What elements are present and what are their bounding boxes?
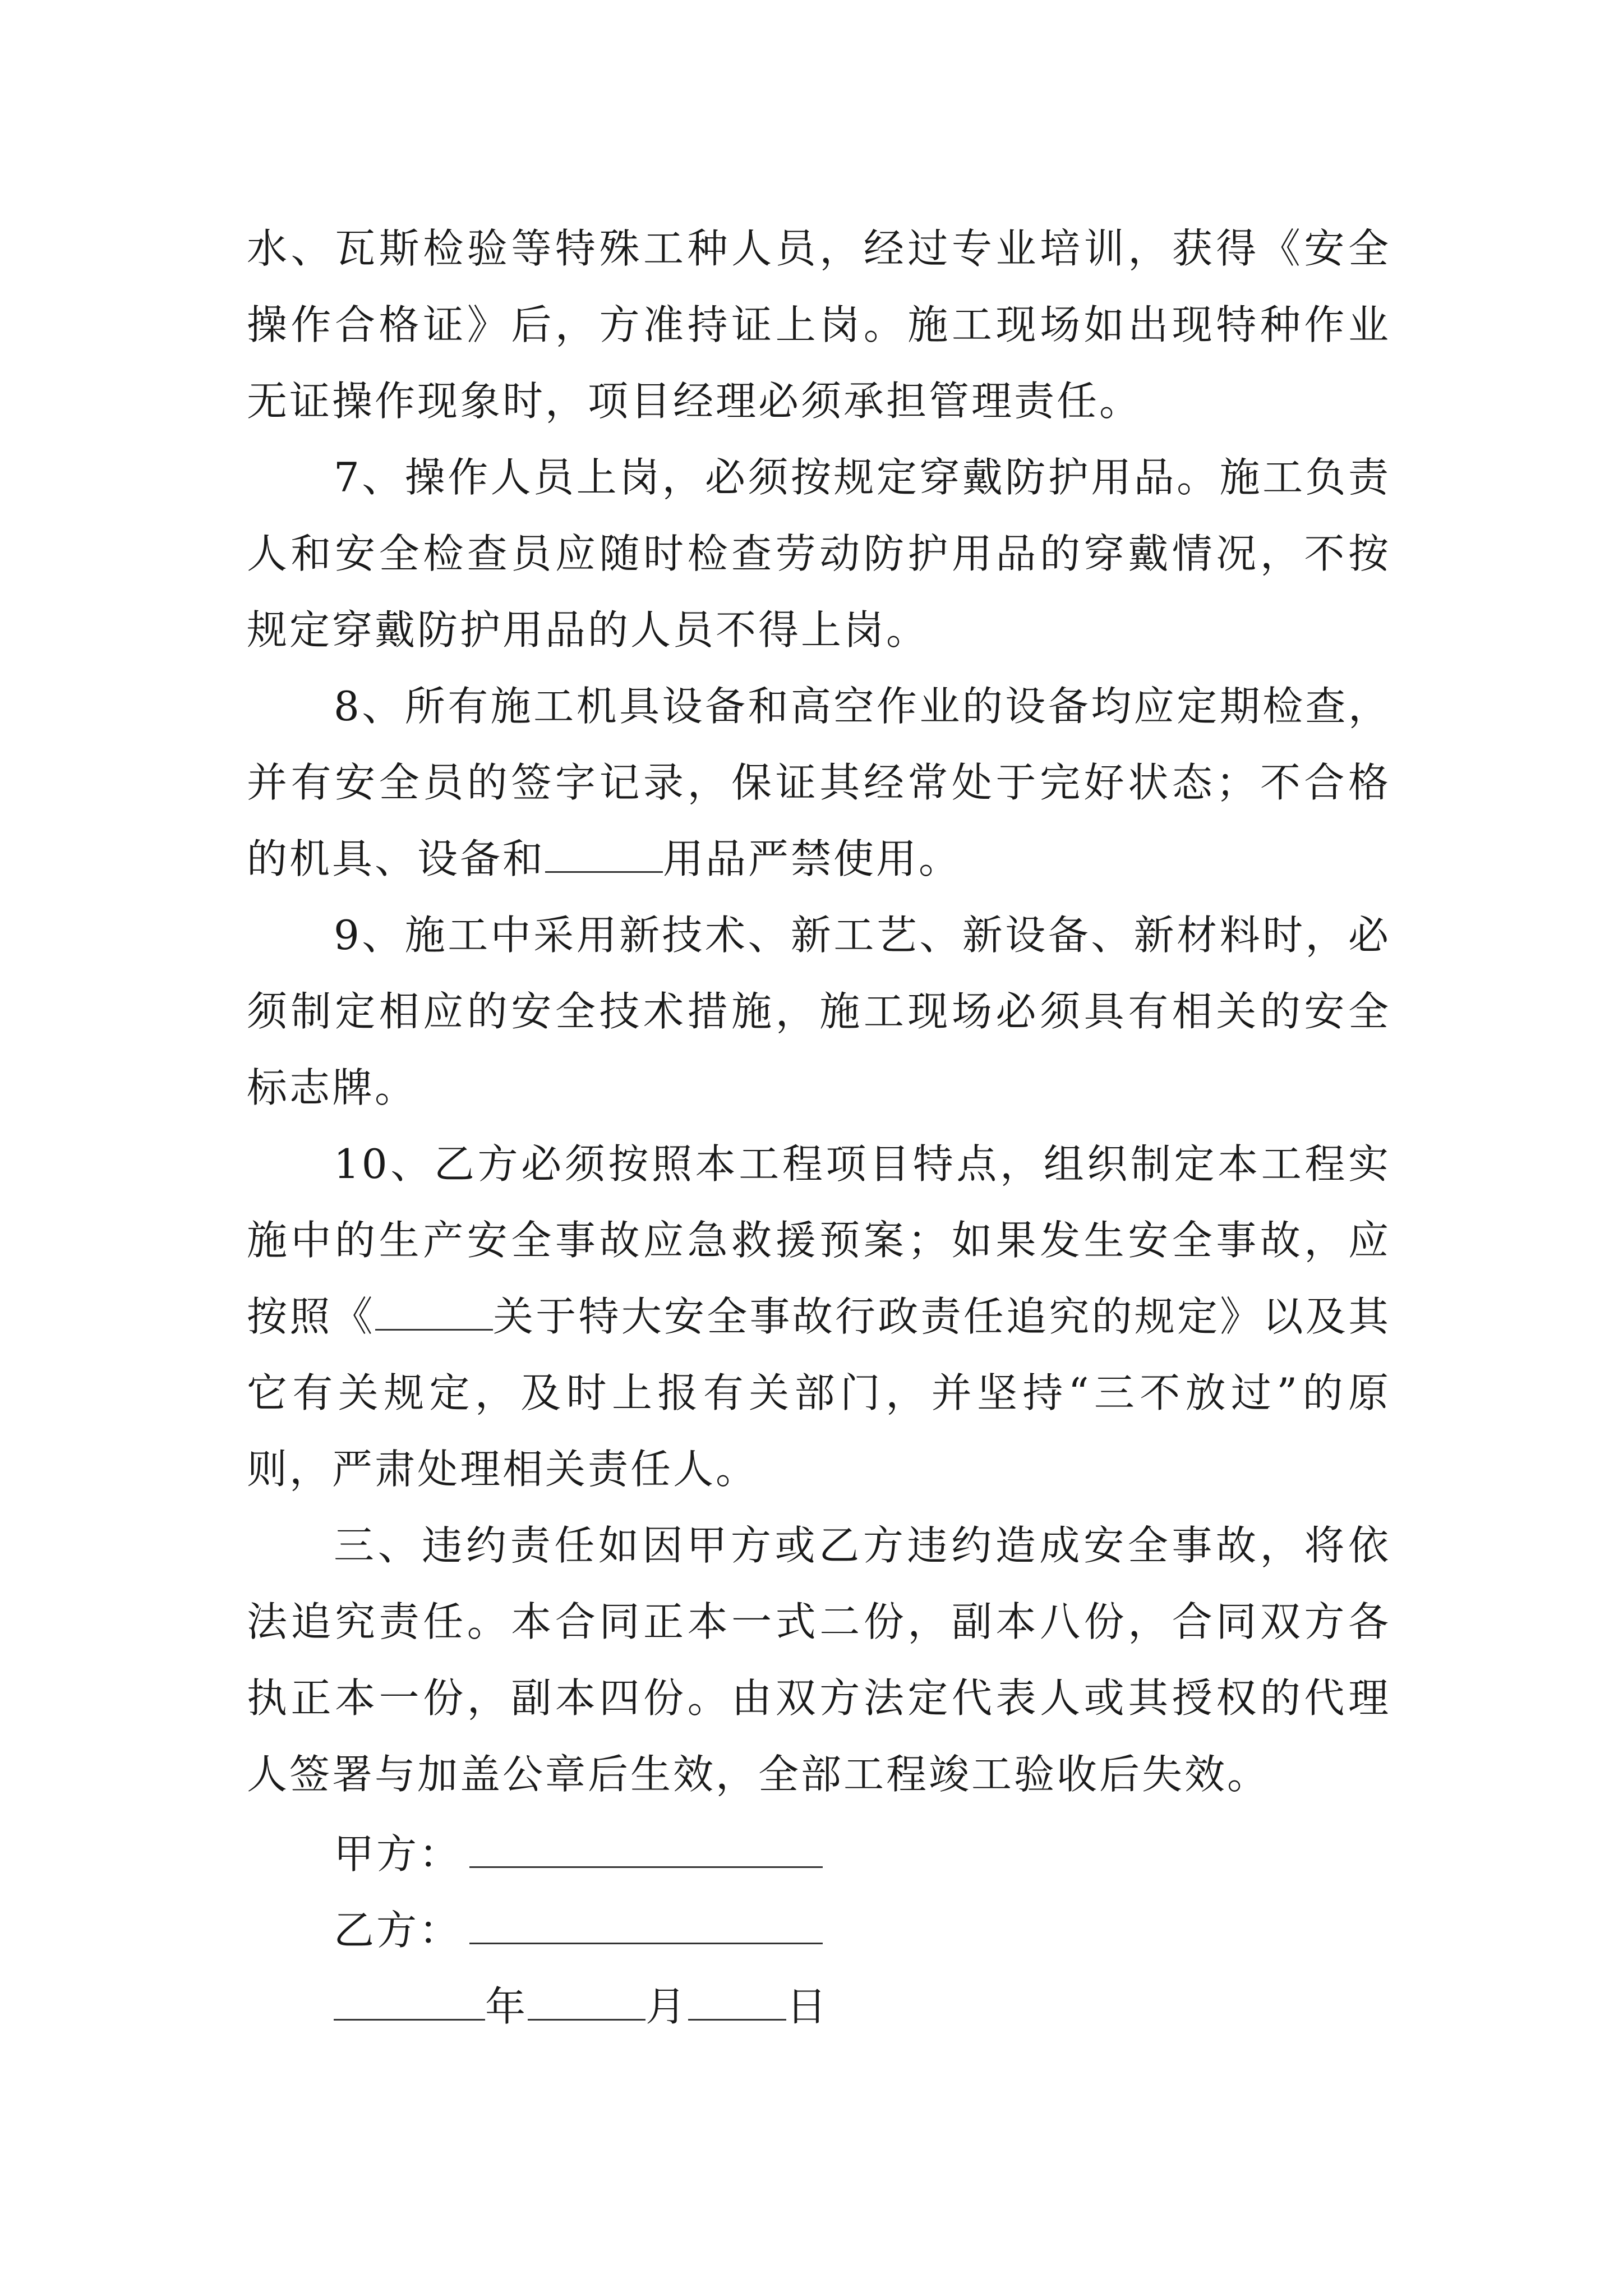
signature-block <box>247 1816 1391 2045</box>
party-a-signature-blank <box>469 1829 823 1868</box>
party-b-signature-blank <box>469 1906 823 1944</box>
year-blank <box>334 1982 485 2021</box>
fill-in-blank-line <box>545 838 663 873</box>
party-a-signature-line <box>247 1816 1391 1892</box>
paragraph-special-workers: 水、瓦斯检验等特殊工种人员，经过专业培训，获得《安全操作合格证》后，方准持证上岗。施工现场如出现特种作业无证操作现象时，项目经理必须承担管理责任。 <box>247 225 1391 425</box>
month-label: 月 <box>645 1983 689 2030</box>
document-body <box>247 210 1391 2045</box>
paragraph-item-7: 7、操作人员上岗，必须按规定穿戴防护用品。施工负责人和安全检查员应随时检查劳动防护用品的穿戴情况，不按规定穿戴防护用品的人员不得上岗。 <box>247 454 1391 654</box>
party-a-label: 甲方： <box>334 1830 462 1878</box>
paragraph-item-8 <box>247 668 1391 897</box>
year-label: 年 <box>485 1983 528 2030</box>
paragraph-item-10-text-after: 关于特大安全事故行政责任追究的规定》以及其它有关规定，及时上报有关部门，并坚持“三不放过”的原则，严肃处理相关责任人。 <box>247 1293 1391 1493</box>
party-b-label: 乙方： <box>334 1907 462 1954</box>
paragraph-item-8-text-before: 8、所有施工机具设备和高空作业的设备均应定期检查，并有安全员的签字记录，保证其经常处于完好状态；不合格的机具、设备和 <box>247 683 1391 882</box>
paragraph-item-10-text-before: 10、乙方必须按照本工程项目特点，组织制定本工程实施中的生产安全事故应急救援预案；如果发生安全事故，应按照《 <box>247 1140 1391 1340</box>
paragraph-item-10 <box>247 1126 1391 1507</box>
paragraph-item-9: 9、施工中采用新技术、新工艺、新设备、新材料时，必须制定相应的安全技术措施，施工现场必须具有相关的安全标志牌。 <box>247 912 1391 1111</box>
date-line <box>247 1968 1391 2045</box>
month-blank <box>528 1982 645 2021</box>
day-blank <box>688 1982 786 2021</box>
paragraph-breach-liability: 三、违约责任如因甲方或乙方违约造成安全事故，将依法追究责任。本合同正本一式二份，副本八份，合同双方各执正本一份，副本四份。由双方法定代表人或其授权的代理人签署与加盖公章后生效，全部工程竣工验收后失效。 <box>247 1522 1391 1798</box>
day-label: 日 <box>786 1983 829 2030</box>
party-b-signature-line <box>247 1892 1391 1968</box>
fill-in-blank-line <box>375 1295 493 1331</box>
paragraph-item-8-text-after: 用品严禁使用。 <box>663 835 962 882</box>
